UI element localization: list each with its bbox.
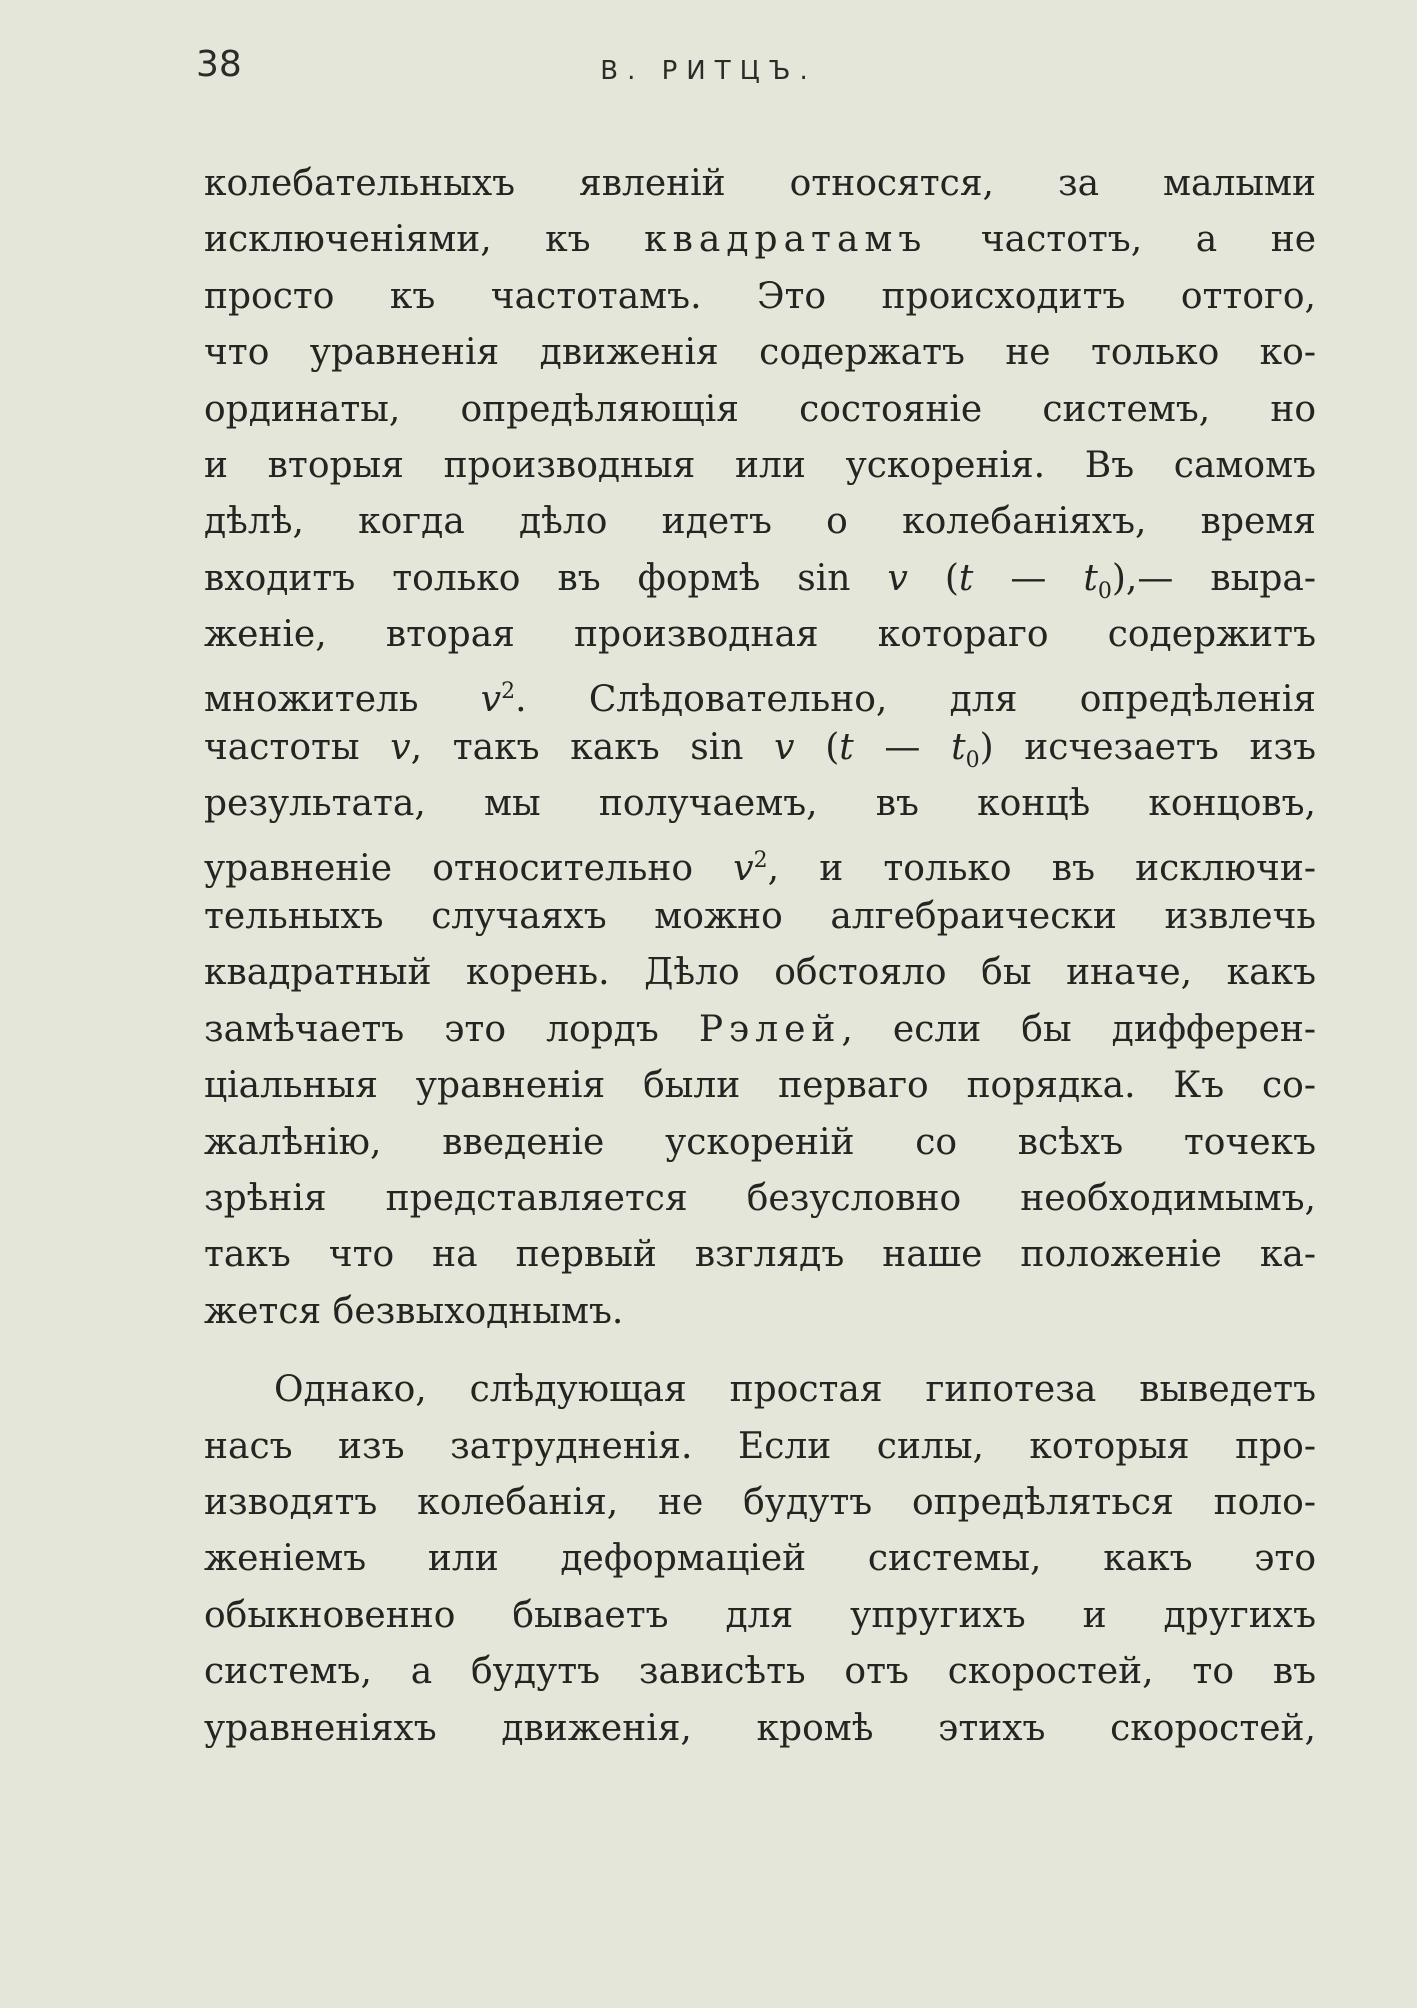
text-line: квадратный корень. Дѣло обстояло бы иначе, какъ [204, 952, 1316, 994]
text-line: женіемъ или деформаціей системы, какъ это [204, 1538, 1316, 1580]
text-line: Однако, слѣдующая простая гипотеза выведетъ [274, 1369, 1316, 1411]
text-line: уравненіяхъ движенія, кромѣ этихъ скоростей, [204, 1707, 1316, 1749]
page-number: 38 [196, 44, 242, 85]
text-line [204, 212, 1316, 268]
text-line: колебательныхъ явленій относятся, за малыми [204, 163, 1316, 204]
math-superscript: 2 [501, 678, 516, 704]
math-superscript: 2 [753, 847, 768, 873]
text-run: ) исчезаетъ изъ [979, 726, 1316, 768]
text-line: ординаты, опредѣляющія состояніе системъ, но [204, 388, 1316, 430]
text-run: ),— выра- [1111, 557, 1316, 599]
math-var: t [958, 557, 974, 599]
math-var: t [951, 726, 966, 768]
text-run: . Слѣдовательно, для опредѣленія [515, 678, 1316, 720]
text-line [204, 720, 1316, 776]
text-line: тельныхъ случаяхъ можно алгебраически извлечь [204, 896, 1316, 938]
text-run: исключеніями, къ [204, 219, 645, 261]
text-line: что уравненія движенія содержатъ не только ко- [204, 332, 1316, 374]
math-var: v [390, 726, 411, 768]
text-run: замѣчаетъ это лордъ [204, 1008, 699, 1050]
text-line: ціальныя уравненія были перваго порядка. Къ со- [204, 1065, 1316, 1107]
math-subscript: 0 [1097, 578, 1112, 604]
text-line: такъ что на первый взглядъ наше положеніе ка- [204, 1234, 1316, 1276]
math-var: v [480, 678, 502, 720]
text-line [204, 833, 1316, 889]
text-run: уравненіе относительно [204, 847, 734, 889]
math-var: v [733, 847, 754, 889]
running-title: В. РИТЦЪ. [600, 56, 817, 86]
text-line [204, 664, 1316, 720]
emphasis-spaced: квадратамъ [644, 219, 928, 261]
paragraph-gap [204, 1340, 1316, 1362]
paragraph-2 [204, 1362, 1316, 1757]
paragraph-1 [204, 156, 1316, 1340]
text-run: , такъ какъ sin [410, 726, 775, 768]
text-run: — [973, 557, 1084, 599]
text-line: насъ изъ затрудненія. Если силы, которыя про- [204, 1425, 1316, 1467]
text-line: жалѣнію, введеніе ускореній со всѣхъ точекъ [204, 1121, 1316, 1163]
text-line: и вторыя производныя или ускоренія. Въ самомъ [204, 444, 1316, 486]
text-line: просто къ частотамъ. Это происходитъ оттого, [204, 275, 1316, 317]
math-var: t [1083, 557, 1098, 599]
text-line: дѣлѣ, когда дѣло идетъ о колебаніяхъ, время [204, 501, 1316, 543]
text-run: частотъ, а не [927, 219, 1316, 261]
text-run: , если бы дифферен- [841, 1008, 1316, 1050]
text-line: жется безвыходнымъ. [204, 1290, 624, 1332]
math-var: t [839, 726, 854, 768]
text-run: , и только въ исключи- [767, 847, 1316, 889]
text-line: женіе, вторая производная котораго содержитъ [204, 614, 1316, 656]
text-run: множитель [204, 678, 481, 720]
emphasis-spaced: Рэлей [698, 1008, 842, 1050]
text-run: ( [907, 557, 959, 599]
text-line: зрѣнія представляется безусловно необходимымъ, [204, 1178, 1316, 1220]
text-line: результата, мы получаемъ, въ концѣ концовъ, [204, 783, 1316, 825]
math-var: v [887, 557, 908, 599]
body-text [204, 156, 1316, 1757]
math-subscript: 0 [965, 748, 980, 774]
text-run: — [853, 726, 952, 768]
text-line: изводятъ колебанія, не будутъ опредѣляться поло- [204, 1481, 1316, 1523]
text-line [204, 551, 1316, 607]
text-run: входитъ только въ формѣ sin [204, 557, 888, 599]
math-var: v [774, 726, 795, 768]
text-line: обыкновенно бываетъ для упругихъ и другихъ [204, 1594, 1316, 1636]
text-line: системъ, а будутъ зависѣть отъ скоростей, то въ [204, 1651, 1316, 1693]
text-run: ( [794, 726, 840, 768]
text-run: частоты [204, 726, 391, 768]
text-line [204, 1002, 1316, 1058]
